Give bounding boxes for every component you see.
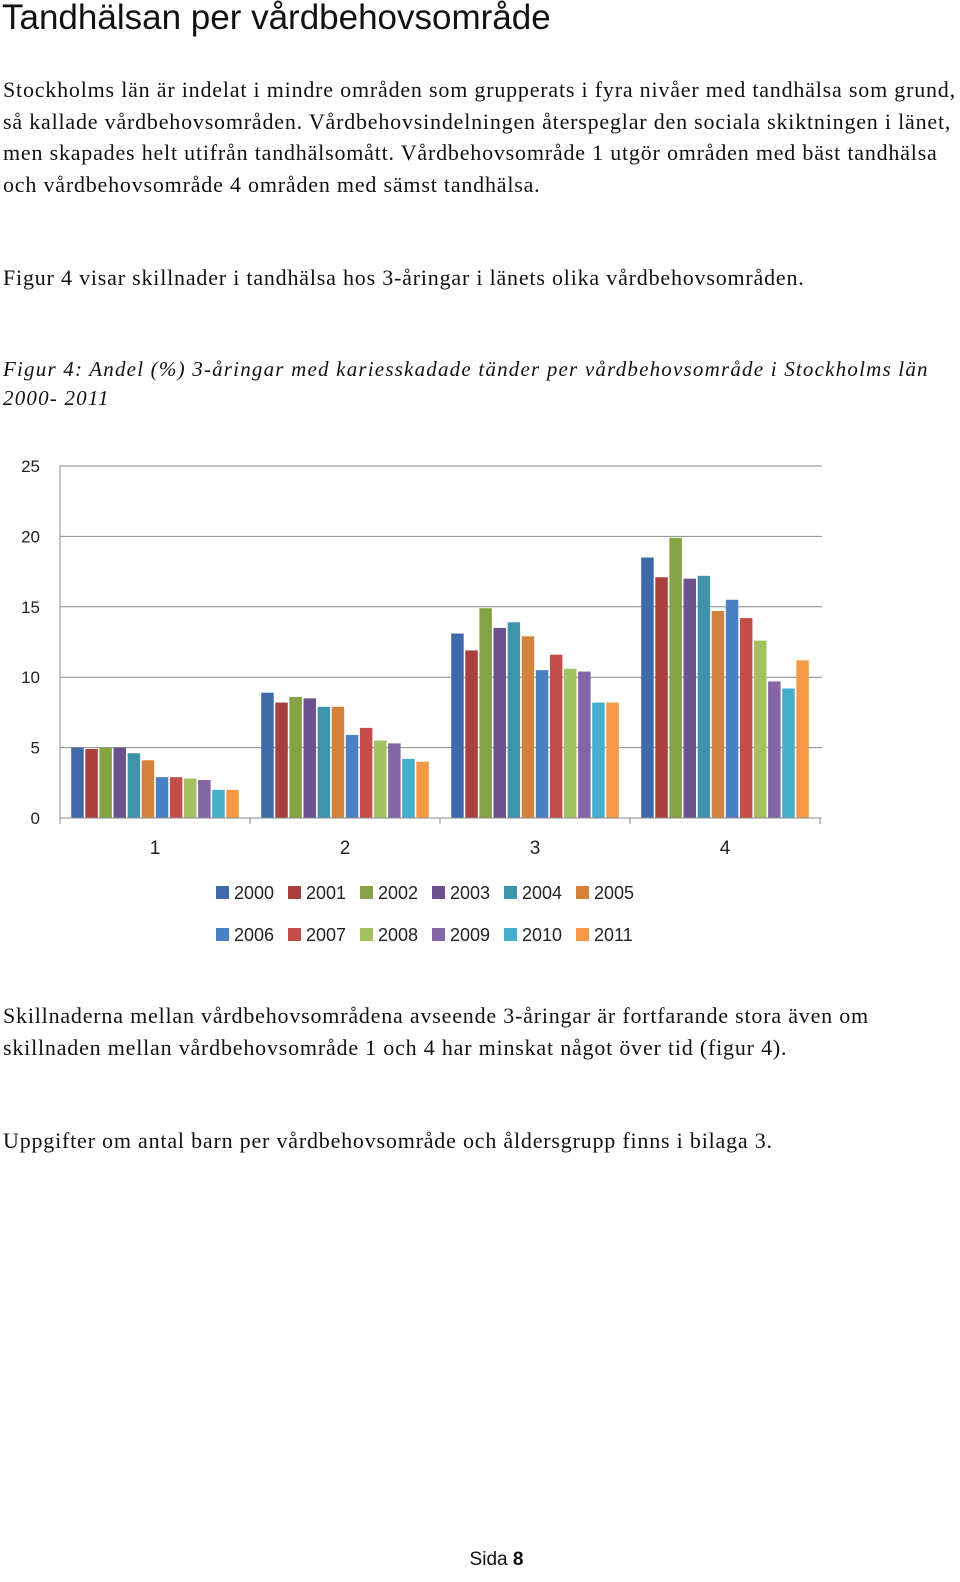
bar-area2-2007 — [360, 728, 373, 818]
page-number — [0, 1549, 960, 1571]
page-heading: Tandhälsan per vårdbehovsområde — [2, 0, 551, 37]
legend-label-2000: 2000 — [234, 883, 275, 903]
y-tick-label: 20 — [21, 527, 40, 547]
bar-area2-2010 — [402, 759, 415, 818]
legend-swatch-2010 — [504, 928, 517, 941]
bar-area2-2001 — [275, 703, 288, 818]
legend-swatch-2008 — [360, 928, 373, 941]
legend-label-2001: 2001 — [306, 883, 347, 903]
bar-area2-2011 — [416, 762, 429, 818]
bar-area4-2005 — [712, 611, 725, 818]
bar-area4-2011 — [796, 660, 809, 818]
x-tick-label: 1 — [149, 838, 161, 859]
bar-area4-2002 — [669, 538, 682, 818]
legend-swatch-2007 — [288, 928, 301, 941]
legend-label-2002: 2002 — [378, 883, 419, 903]
legend-label-2006: 2006 — [234, 925, 275, 945]
appendix-paragraph: Uppgifter om antal barn per vårdbehovsområde och åldersgrupp finns i bilaga 3. — [3, 1128, 773, 1153]
legend-label-2010: 2010 — [522, 925, 563, 945]
bar-area4-2004 — [698, 576, 711, 818]
bar-area1-2003 — [114, 748, 127, 818]
page-label: Sida — [469, 1549, 508, 1570]
figure-caption: Figur 4: Andel (%) 3-åringar med kariesskadade tänder per vårdbehovsområde i Stockholms län 2000- 2011 — [3, 357, 929, 410]
bar-area3-2010 — [592, 703, 605, 818]
bar-area1-2008 — [184, 779, 197, 818]
bar-area2-2002 — [289, 697, 302, 818]
bar-area3-2002 — [479, 608, 492, 818]
legend-label-2005: 2005 — [594, 883, 635, 903]
legend-swatch-2002 — [360, 886, 373, 899]
bar-area2-2005 — [332, 707, 345, 818]
legend-swatch-2005 — [576, 886, 589, 899]
legend-label-2007: 2007 — [306, 925, 347, 945]
bar-area2-2008 — [374, 741, 387, 818]
bar-area4-2000 — [641, 558, 654, 818]
legend-swatch-2004 — [504, 886, 517, 899]
x-tick-label: 2 — [339, 838, 351, 859]
bar-area4-2008 — [754, 641, 767, 818]
legend-label-2003: 2003 — [450, 883, 491, 903]
chart-legend — [216, 883, 634, 945]
y-tick-label: 0 — [30, 809, 40, 828]
bar-area1-2009 — [198, 780, 211, 818]
conclusion-paragraph: Skillnaderna mellan vårdbehovsområdena avseende 3-åringar är fortfarande stora även om skillnaden mellan vårdbehovsområde 1 och 4 har minskat något över tid (figur 4). — [3, 1003, 869, 1060]
legend-label-2004: 2004 — [522, 883, 563, 903]
intro-paragraph: Stockholms län är indelat i mindre områden som grupperats i fyra nivåer med tandhälsa som grund, så kallade vårdbehovsområden. Vårdbehovsindelningen återspeglar den sociala skiktningen i länet, men skapades helt utifrån tandhälsomått. Vårdbehovsområde 1 utgör områden med bäst tandhälsa och vårdbehovsområde 4 områden med sämst tandhälsa. — [3, 77, 956, 197]
bar-area3-2006 — [536, 670, 549, 818]
page-number-value: 8 — [512, 1549, 524, 1570]
bar-area3-2003 — [494, 628, 507, 818]
bar-area3-2008 — [564, 669, 577, 818]
legend-label-2011: 2011 — [594, 925, 633, 945]
y-tick-label: 25 — [21, 457, 40, 476]
bar-area1-2010 — [212, 790, 225, 818]
chart-bars — [71, 538, 809, 818]
bar-area4-2001 — [655, 577, 668, 818]
legend-swatch-2006 — [216, 928, 229, 941]
bar-area1-2001 — [85, 749, 98, 818]
bar-area2-2009 — [388, 743, 401, 818]
legend-label-2009: 2009 — [450, 925, 491, 945]
x-tick-label: 4 — [719, 838, 731, 859]
bar-area3-2009 — [578, 672, 591, 818]
bar-area4-2010 — [782, 688, 795, 818]
bar-area4-2003 — [684, 579, 697, 818]
bar-area3-2007 — [550, 655, 563, 818]
y-tick-label: 15 — [21, 597, 40, 617]
legend-swatch-2001 — [288, 886, 301, 899]
legend-swatch-2011 — [576, 928, 589, 941]
bar-area2-2000 — [261, 693, 274, 818]
bar-area3-2001 — [465, 650, 478, 818]
bar-area3-2005 — [522, 636, 535, 818]
x-tick-label: 3 — [529, 838, 541, 859]
bar-area4-2009 — [768, 681, 781, 818]
bar-area4-2006 — [726, 600, 739, 818]
bar-area2-2006 — [346, 735, 359, 818]
bar-area1-2000 — [71, 748, 84, 818]
bar-area1-2004 — [128, 753, 141, 818]
bar-area2-2003 — [304, 698, 317, 818]
legend-swatch-2009 — [432, 928, 445, 941]
bar-area1-2005 — [142, 760, 155, 818]
bar-area3-2000 — [451, 634, 464, 818]
bar-area4-2007 — [740, 618, 753, 818]
bar-area1-2007 — [170, 777, 183, 818]
legend-swatch-2000 — [216, 886, 229, 899]
legend-label-2008: 2008 — [378, 925, 419, 945]
y-tick-label: 5 — [30, 738, 40, 758]
bar-area1-2002 — [99, 748, 112, 818]
bar-area1-2011 — [226, 790, 239, 818]
y-tick-label: 10 — [21, 668, 40, 688]
legend-swatch-2003 — [432, 886, 445, 899]
bar-area2-2004 — [318, 707, 331, 818]
bar-area1-2006 — [156, 777, 169, 818]
bar-chart — [0, 440, 960, 960]
bar-area3-2004 — [508, 622, 520, 818]
bar-area3-2011 — [606, 703, 619, 818]
figure-reference-paragraph: Figur 4 visar skillnader i tandhälsa hos 3-åringar i länets olika vårdbehovsområden. — [3, 265, 805, 290]
